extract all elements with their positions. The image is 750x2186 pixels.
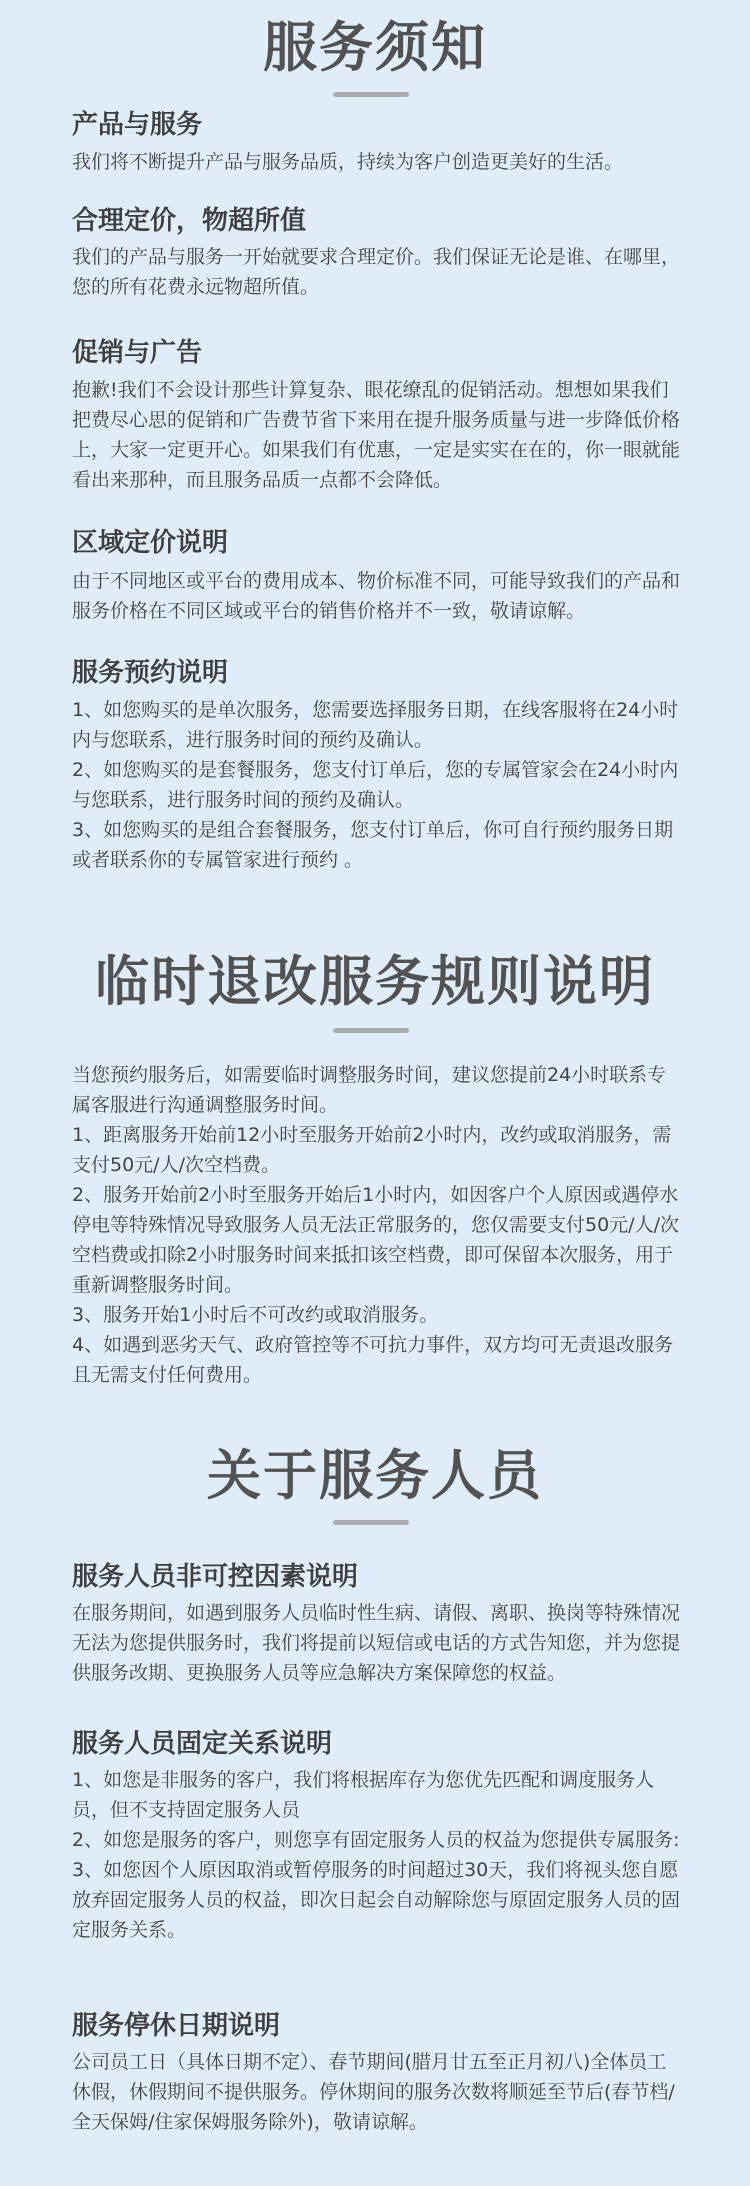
text-promotion-ads: 抱歉!我们不会设计那些计算复杂、眼花缭乱的促销活动。想想如果我们把费尽心思的促销和广告费节省下来用在提升服务质量与进一步降低价格上，大家一定更开心。如果我们有优惠，一定是实实在在的，你一眼就能看出来那种，而且服务品质一点都不会降低。 — [72, 379, 681, 491]
text-service-suspension: 公司员工日（具体日期不定）、春节期间(腊月廿五至正月初八)全体员工休假，休假期间不提供服务。停休期间的服务次数将顺延至节后(春节档/全天保姆/住家保姆服务除外)，敬请谅解。 — [72, 2051, 675, 2133]
text-rescheduling-rules — [72, 1060, 684, 1390]
text-booking — [72, 695, 684, 875]
heading-staff-fixed-relationship: 服务人员固定关系说明 — [72, 1729, 333, 1759]
heading-products-services: 产品与服务 — [72, 110, 203, 140]
rule-item-3: 3、服务开始1小时后不可改约或取消服务。 — [72, 1304, 439, 1326]
rule-intro: 当您预约服务后，如需要临时调整服务时间，建议您提前24小时联系专属客服进行沟通调整服务时间。 — [72, 1064, 667, 1116]
staff-item-3: 3、如您因个人原因取消或暂停服务的时间超过30天，我们将视头您自愿放弃固定服务人员的权益，即次日起会自动解除您与原固定服务人员的固定服务关系。 — [72, 1859, 681, 1941]
title-divider — [333, 1520, 409, 1525]
section-title-rescheduling-rules: 临时退改服务规则说明 — [95, 950, 655, 1013]
section-title-service-staff: 关于服务人员 — [207, 1444, 543, 1507]
heading-booking: 服务预约说明 — [72, 658, 229, 688]
staff-item-1: 1、如您是非服务的客户，我们将根据库存为您优先匹配和调度服务人员，但不支持固定服务人员 — [72, 1769, 655, 1821]
text-regional-pricing: 由于不同地区或平台的费用成本、物价标准不同，可能导致我们的产品和服务价格在不同区域或平台的销售价格并不一致，敬请谅解。 — [72, 570, 681, 622]
text-staff-uncontrollable: 在服务期间，如遇到服务人员临时性生病、请假、离职、换岗等特殊情况无法为您提供服务时，我们将提前以短信或电话的方式告知您，并为您提供服务改期、更换服务人员等应急解决方案保障您的权益。 — [72, 1602, 681, 1684]
heading-regional-pricing: 区域定价说明 — [72, 528, 229, 558]
title-divider — [333, 92, 409, 97]
rule-item-1: 1、距离服务开始前12小时至服务开始前2小时内，改约或取消服务，需支付50元/人/次空档费。 — [72, 1124, 672, 1176]
section-title-service-notice: 服务须知 — [263, 16, 487, 79]
rule-item-2: 2、服务开始前2小时至服务开始后1小时内，如因客户个人原因或遇停水停电等特殊情况导致服务人员无法正常服务的，您仅需要支付50元/人/次空档费或扣除2小时服务时间来抵扣该空档费，即可保留本次服务，用于重新调整服务时间。 — [72, 1184, 679, 1296]
heading-staff-uncontrollable: 服务人员非可控因素说明 — [72, 1562, 359, 1592]
text-reasonable-pricing: 我们的产品与服务一开始就要求合理定价。我们保证无论是谁、在哪里，您的所有花费永远物超所值。 — [72, 246, 681, 298]
booking-item-3: 3、如您购买的是组合套餐服务，您支付订单后，你可自行预约服务日期或者联系你的专属管家进行预约 。 — [72, 819, 674, 871]
booking-item-2: 2、如您购买的是套餐服务，您支付订单后，您的专属管家会在24小时内与您联系，进行服务时间的预约及确认。 — [72, 759, 679, 811]
heading-service-suspension: 服务停休日期说明 — [72, 2011, 281, 2041]
rule-item-4: 4、如遇到恶劣天气、政府管控等不可抗力事件，双方均可无责退改服务且无需支付任何费用。 — [72, 1334, 674, 1386]
title-divider — [333, 1028, 409, 1033]
staff-item-2: 2、如您是服务的客户，则您享有固定服务人员的权益为您提供专属服务: — [72, 1829, 680, 1851]
text-staff-fixed-relationship — [72, 1765, 684, 1945]
booking-item-1: 1、如您购买的是单次服务，您需要选择服务日期，在线客服将在24小时内与您联系，进行服务时间的预约及确认。 — [72, 699, 679, 751]
heading-reasonable-pricing: 合理定价，物超所值 — [72, 206, 307, 236]
text-products-services: 我们将不断提升产品与服务品质，持续为客户创造更美好的生活。 — [72, 151, 624, 173]
heading-promotion-ads: 促销与广告 — [72, 338, 203, 368]
